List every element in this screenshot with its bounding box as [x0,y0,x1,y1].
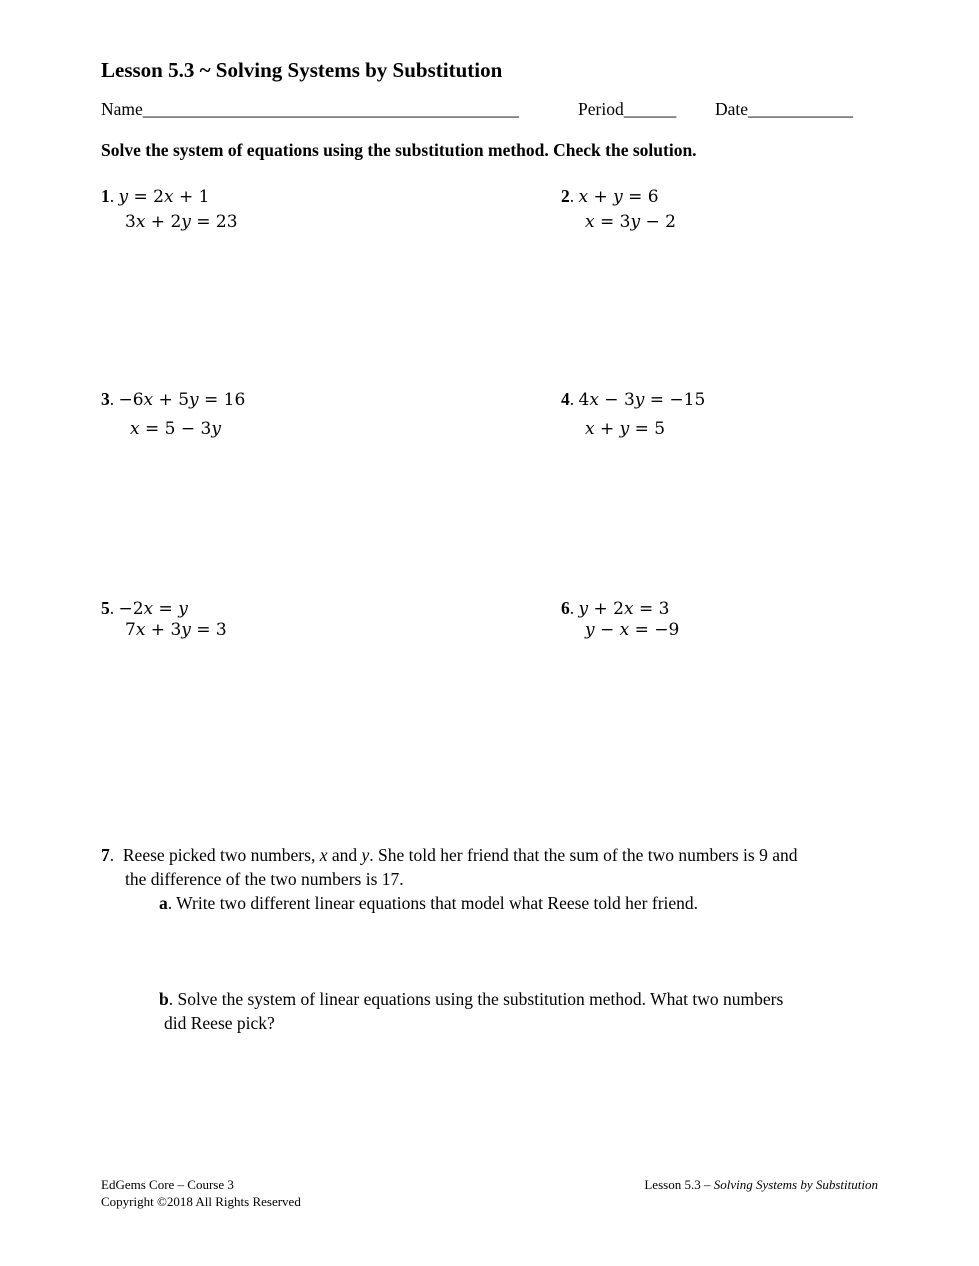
part-b-label: b [159,989,169,1009]
page-title: Lesson 5.3 ~ Solving Systems by Substitution [101,58,503,82]
equation-1: 𝑦 = 2𝑥 + 1 [118,187,210,207]
problem-5-equation-2: 7𝑥 + 3𝑦 = 3 [125,620,227,640]
problem-number: 7 [101,845,110,865]
part-a-text: . Write two different linear equations that model what Reese told her friend. [167,893,699,913]
problem-number: 3 [101,389,110,409]
equation-1: −2𝑥 = 𝑦 [118,599,188,619]
problem-number: 2 [561,186,570,206]
part-b-text: . Solve the system of linear equations using the substitution method. What two numbers [168,989,784,1009]
problem-1-equation-2: 3𝑥 + 2𝑦 = 23 [125,212,238,232]
instructions: Solve the system of equations using the substitution method. Check the solution. [101,140,697,160]
problem-7-line-2: the difference of the two numbers is 17. [125,869,404,889]
problem-7-text: Reese picked two numbers, [122,845,320,865]
problem-4: 4. 4𝑥 − 3𝑦 = −15 [561,389,706,410]
problem-1: 1. 𝑦 = 2𝑥 + 1 [101,186,210,207]
problem-2: 2. 𝑥 + 𝑦 = 6 [561,186,659,207]
footer-copyright: Copyright ©2018 All Rights Reserved [101,1194,301,1209]
problem-number: 4 [561,389,570,409]
name-field: Name___________________________________________ [101,99,520,119]
problem-7-part-a [159,891,698,915]
problem-number: 1 [101,186,110,206]
problem-4-equation-2: 𝑥 + 𝑦 = 5 [585,419,666,439]
problem-number: 6 [561,598,570,618]
problem-2-equation-2: 𝑥 = 3𝑦 − 2 [585,212,676,232]
date-field: Date____________ [715,99,854,119]
problem-7-text: . She told her friend that the sum of the two numbers is 9 and [369,845,798,865]
problem-7-part-b-line-2: did Reese pick? [164,1013,275,1033]
part-a-label: a [159,893,168,913]
problem-3: 3. −6𝑥 + 5𝑦 = 16 [101,389,246,410]
equation-1: 𝑦 + 2𝑥 = 3 [578,599,670,619]
problem-number: 5 [101,598,110,618]
problem-7-part-b [159,987,783,1011]
equation-1: 4𝑥 − 3𝑦 = −15 [578,390,706,410]
variable-y: y [361,845,370,865]
problem-7-line-1: 7. Reese picked two numbers, x and y. She told her friend that the sum of the two numbers is 9 and [101,845,798,865]
footer-course: EdGems Core – Course 3 [101,1177,234,1192]
problem-3-equation-2: 𝑥 = 5 − 3𝑦 [130,419,221,439]
footer-lesson-prefix: Lesson 5.3 – [644,1177,714,1192]
problem-6: 6. 𝑦 + 2𝑥 = 3 [561,598,670,619]
variable-x: x [319,845,328,865]
problem-6-equation-2: 𝑦 − 𝑥 = −9 [585,620,680,640]
problem-7-text: and [327,845,362,865]
period-field: Period______ [578,99,677,119]
problem-5: 5. −2𝑥 = 𝑦 [101,598,188,619]
equation-1: 𝑥 + 𝑦 = 6 [578,187,659,207]
equation-1: −6𝑥 + 5𝑦 = 16 [118,390,246,410]
footer-lesson-title: Solving Systems by Substitution [713,1177,878,1192]
footer-lesson [644,1176,878,1193]
